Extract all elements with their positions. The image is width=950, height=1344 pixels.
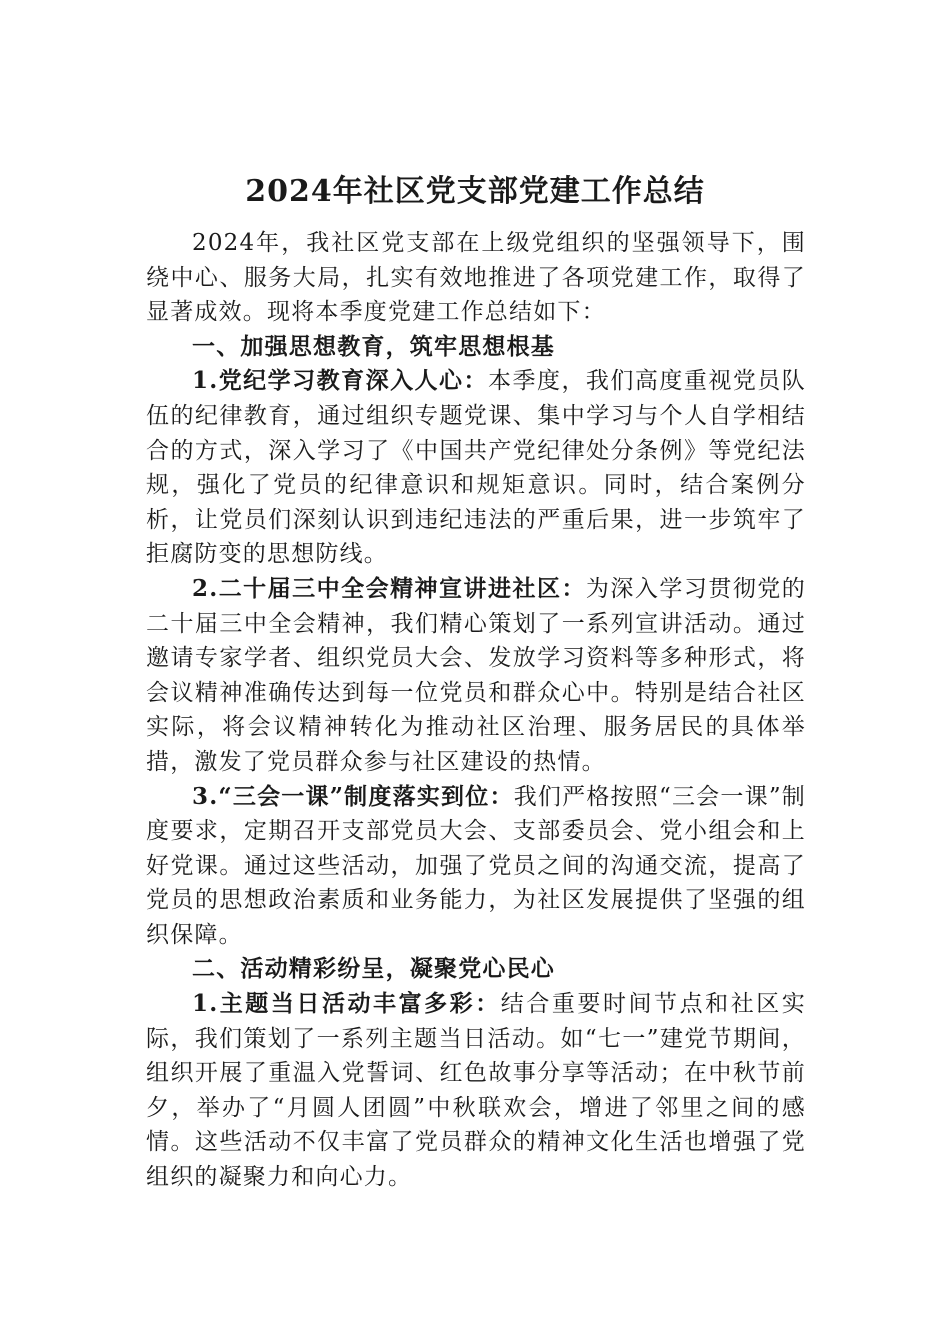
item-text: 结合重要时间节点和社区实际，我们策划了一系列主题当日活动。如“七一”建党节期间，组织开展了重温入党誓词、红色故事分享等活动；在中秋节前夕，举办了“月圆人团圆”中秋联欢会，增进了邻里之间的感情。这些活动不仅丰富了党员群众的精神文化生活也增强了党组织的凝聚力和向心力。 <box>146 991 806 1191</box>
item-label: 1.党纪学习教育深入人心： <box>192 367 488 395</box>
item-label: 1.主题当日活动丰富多彩： <box>192 990 501 1018</box>
section-1-item-3 <box>146 780 806 953</box>
section-2-item-1 <box>146 987 806 1195</box>
intro-paragraph: 2024年，我社区党支部在上级党组织的坚强领导下，围绕中心、服务大局，扎实有效地推进了各项党建工作，取得了显著成效。现将本季度党建工作总结如下： <box>146 230 806 326</box>
section-1-heading: 一、加强思想教育，筑牢思想根基 <box>192 332 555 360</box>
item-text: 本季度，我们高度重视党员队伍的纪律教育，通过组织专题党课、集中学习与个人自学相结合的方式，深入学习了《中国共产党纪律处分条例》等党纪法规，强化了党员的纪律意识和规矩意识。同时，结合案例分析，让党员们深刻认识到违纪违法的严重后果，进一步筑牢了拒腐防变的思想防线。 <box>146 368 806 568</box>
item-label: 2.二十届三中全会精神宣讲进社区： <box>192 574 586 602</box>
section-1-item-1 <box>146 364 806 572</box>
section-1-item-2 <box>146 572 806 780</box>
item-text: 我们严格按照“三会一课”制度要求，定期召开支部党员大会、支部委员会、党小组会和上好党课。通过这些活动，加强了党员之间的沟通交流，提高了党员的思想政治素质和业务能力，为社区发展提供了坚强的组织保障。 <box>146 783 806 948</box>
item-label: 3.“三会一课”制度落实到位： <box>192 782 514 810</box>
section-2-heading: 二、活动精彩纷呈，凝聚党心民心 <box>192 955 555 983</box>
document-body <box>146 226 806 1195</box>
document-title: 2024年社区党支部党建工作总结 <box>245 174 705 209</box>
item-text: 为深入学习贯彻党的二十届三中全会精神，我们精心策划了一系列宣讲活动。通过邀请专家学者、组织党员大会、发放学习资料等多种形式，将会议精神准确传达到每一位党员和群众心中。特别是结合社区实际，将会议精神转化为推动社区治理、服务居民的具体举措，激发了党员群众参与社区建设的热情。 <box>146 575 806 775</box>
